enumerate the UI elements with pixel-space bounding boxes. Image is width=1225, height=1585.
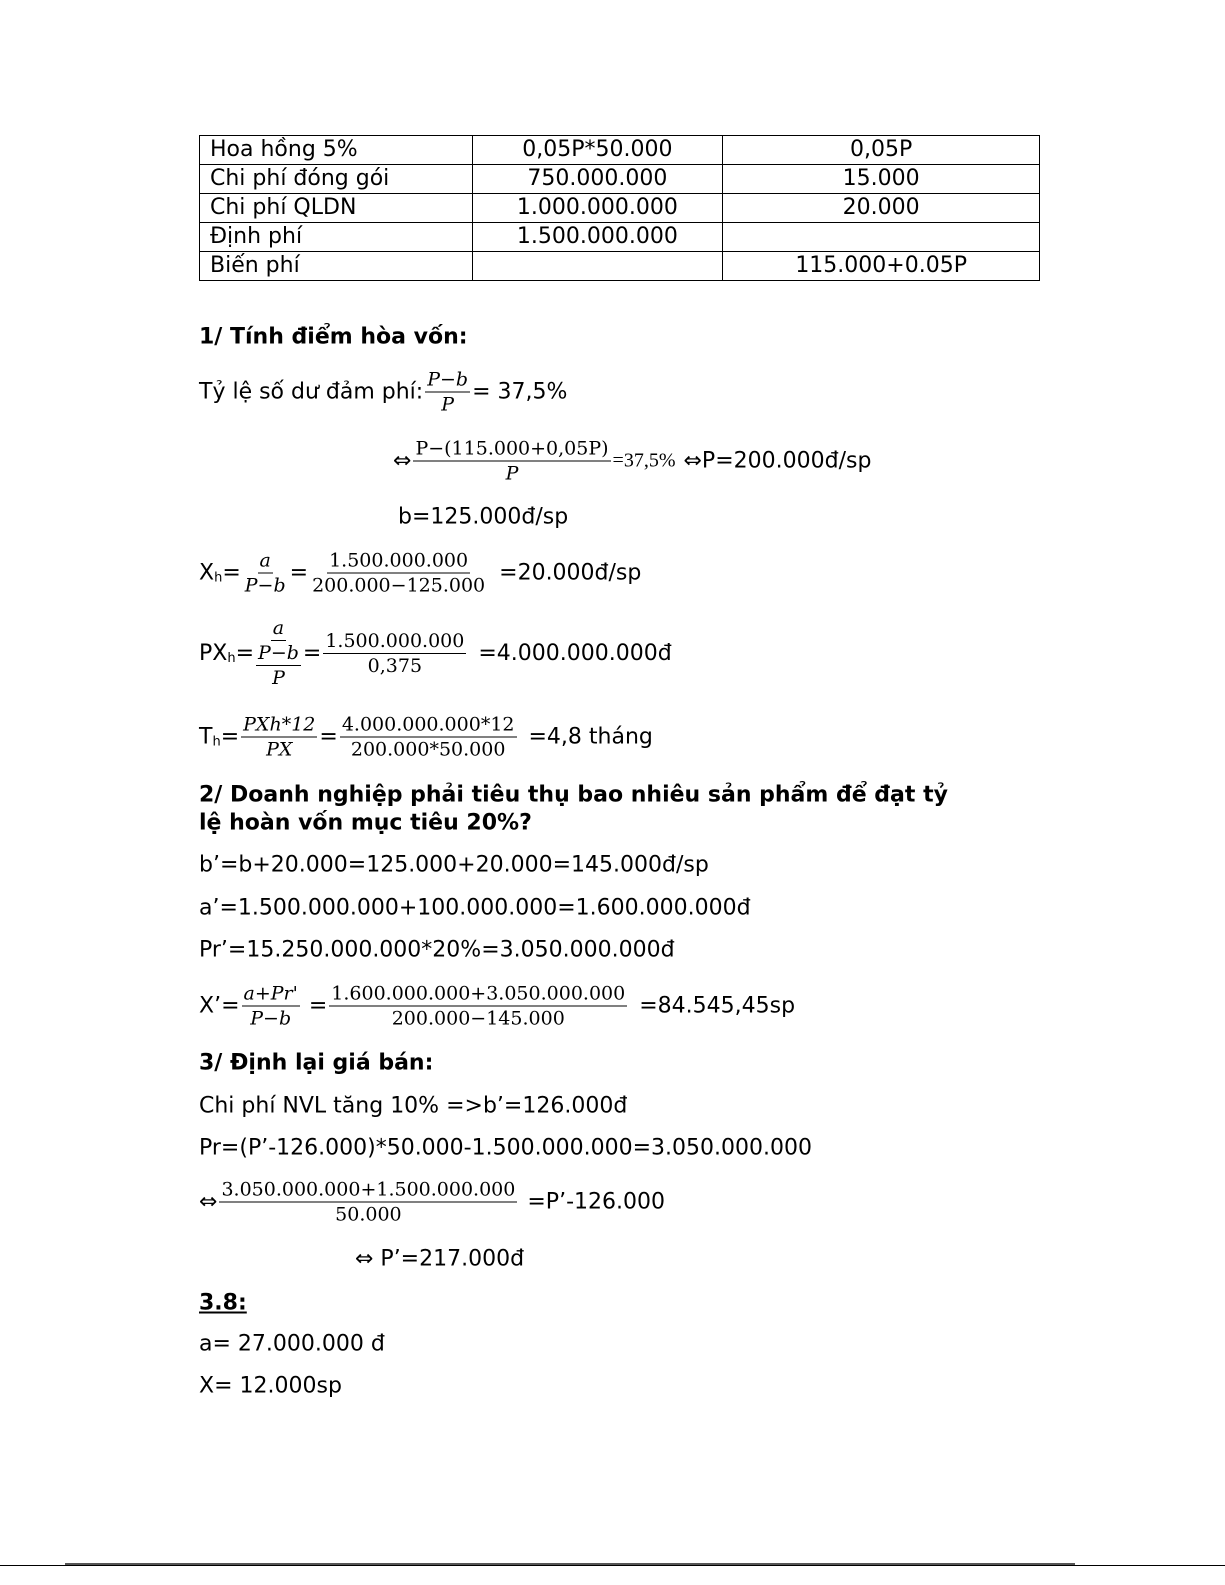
numerator: 1.500.000.000 <box>325 629 465 652</box>
total-cost-cell: 750.000.000 <box>472 165 723 194</box>
section-3-heading: 3/ Định lại giá bán: <box>199 1050 434 1076</box>
ratio-label: Tỷ lệ số dư đảm phí: <box>199 379 424 405</box>
equation-rhs: =P’-126.000 <box>527 1189 665 1215</box>
exercise-3-8-heading: 3.8: <box>199 1290 247 1316</box>
th-fraction-2 <box>340 713 517 762</box>
price-fraction <box>413 437 610 486</box>
new-price-result: ⇔ P’=217.000đ <box>355 1246 525 1272</box>
x-fraction-1 <box>242 982 300 1031</box>
subscript: h <box>212 734 221 750</box>
price-result: ⇔P=200.000đ/sp <box>683 448 872 474</box>
cost-table <box>199 135 1040 281</box>
pr-prime-line: Pr’=15.250.000.000*20%=3.050.000.000đ <box>199 937 675 963</box>
numerator: 1.500.000.000 <box>329 549 469 572</box>
contribution-ratio-line <box>199 368 567 417</box>
denominator: P <box>272 667 285 689</box>
unit-cost-cell: 15.000 <box>723 165 1040 194</box>
x-prime-line: X’= $\frac{a+Pr'}{P-b}$ = $\frac{1.600.000.000+3.050.000.000}{200.000-145.000}$ =84.545,45sp <box>199 982 796 1030</box>
unit-cost-cell: 20.000 <box>723 194 1040 223</box>
section-1-heading: 1/ Tính điểm hòa vốn: <box>199 324 468 350</box>
a-line: a= 27.000.000 đ <box>199 1331 385 1357</box>
xh-fraction-1 <box>243 549 288 598</box>
table-row <box>200 136 1040 165</box>
th-label: T <box>199 724 213 750</box>
denominator: P <box>441 393 455 416</box>
ratio-fraction <box>425 368 470 417</box>
numerator: 3.050.000.000+1.500.000.000 <box>221 1178 516 1201</box>
new-price-equation-line <box>199 1178 665 1227</box>
table-row <box>200 194 1040 223</box>
xh-label: X <box>199 560 215 586</box>
pxh-fraction-2 <box>323 629 466 678</box>
pxh-fraction-1 <box>256 616 301 690</box>
cost-item-cell: Chi phí đóng gói <box>200 165 473 194</box>
section-2-heading-1: 2/ Doanh nghiệp phải tiêu thụ bao nhiêu sản phẩm để đạt tỷ <box>199 782 948 808</box>
numerator: P−b <box>427 368 469 391</box>
denominator: P <box>505 462 519 485</box>
th-line: T h = $\frac{\text{PXh*12}}{PX}$ = $\frac{4.000.000.000*12}{200.000*50.000}$ =4,8 tháng <box>199 713 653 761</box>
xh-fraction-2 <box>310 549 487 598</box>
total-cost-cell: 0,05P*50.000 <box>472 136 723 165</box>
xh-result: =20.000đ/sp <box>499 560 642 586</box>
denominator: 200.000−145.000 <box>391 1007 565 1030</box>
x-prime-result: =84.545,45sp <box>639 993 796 1019</box>
denominator: 200.000−125.000 <box>312 574 486 597</box>
denominator: PX <box>266 738 293 761</box>
cost-item-cell: Định phí <box>200 223 473 252</box>
cost-item-cell: Hoa hồng 5% <box>200 136 473 165</box>
numerator: PXh*12 <box>243 713 316 736</box>
cost-item-cell: Chi phí QLDN <box>200 194 473 223</box>
numerator: a+Pr' <box>243 982 298 1005</box>
equivalence-symbol: ⇔ <box>393 448 412 474</box>
pxh-result: =4.000.000.000đ <box>478 640 672 666</box>
cost-item-cell: Biến phí <box>200 252 473 281</box>
numerator: a <box>259 549 271 572</box>
denominator: P−b <box>250 1007 292 1030</box>
total-cost-cell <box>472 252 723 281</box>
th-result: =4,8 tháng <box>528 724 653 750</box>
numerator: 1.600.000.000+3.050.000.000 <box>331 982 626 1005</box>
denominator: 0,375 <box>367 654 423 677</box>
numerator: 4.000.000.000*12 <box>341 713 515 736</box>
unit-cost-cell: 0,05P <box>723 136 1040 165</box>
x-fraction-2 <box>329 982 627 1031</box>
total-cost-cell: 1.000.000.000 <box>472 194 723 223</box>
a-prime-line: a’=1.500.000.000+100.000.000=1.600.000.000đ <box>199 895 751 921</box>
equals: = <box>222 560 241 586</box>
table-row <box>200 165 1040 194</box>
equivalence-symbol: ⇔ <box>199 1189 218 1215</box>
middle: P−b <box>258 642 299 664</box>
total-cost-cell: 1.500.000.000 <box>472 223 723 252</box>
b-prime-line: b’=b+20.000=125.000+20.000=145.000đ/sp <box>199 852 709 878</box>
numerator: a <box>272 617 285 639</box>
denominator: P−b <box>244 574 286 597</box>
subscript: h <box>214 570 223 586</box>
subscript: h <box>227 650 236 666</box>
unit-cost-cell <box>723 223 1040 252</box>
ratio-value: = 37,5% <box>472 379 568 405</box>
b-line: b=125.000đ/sp <box>398 504 569 530</box>
unit-cost-cell: 115.000+0.05P <box>723 252 1040 281</box>
equation-rhs: =37,5% <box>612 449 676 472</box>
nvl-line: Chi phí NVL tăng 10% =>b’=126.000đ <box>199 1093 628 1119</box>
section-2-heading-2: lệ hoàn vốn mục tiêu 20%? <box>199 810 532 836</box>
pxh-line: PX h = a P−b P = $\frac{1.500.000.000}{0,375}$ =4.000.000.000đ <box>199 617 672 689</box>
numerator: P−(115.000+0,05P) <box>415 437 609 460</box>
denominator: 50.000 <box>335 1203 402 1226</box>
x-line: X= 12.000sp <box>199 1373 342 1399</box>
x-prime-label: X’= <box>199 993 240 1019</box>
pr-line: Pr=(P’-126.000)*50.000-1.500.000.000=3.050.000.000 <box>199 1135 812 1161</box>
table-row <box>200 223 1040 252</box>
price-equation-line <box>393 437 871 486</box>
pxh-label: PX <box>199 640 228 666</box>
table-row <box>200 252 1040 281</box>
page-edge-line <box>0 1565 1225 1566</box>
th-fraction-1 <box>241 713 317 762</box>
xh-line: X h = $\frac{a}{P-b}$ = $\frac{1.500.000.000}{200.000-125.000}$ =20.000đ/sp <box>199 549 642 597</box>
denominator: 200.000*50.000 <box>350 738 506 761</box>
new-price-fraction <box>219 1178 517 1227</box>
